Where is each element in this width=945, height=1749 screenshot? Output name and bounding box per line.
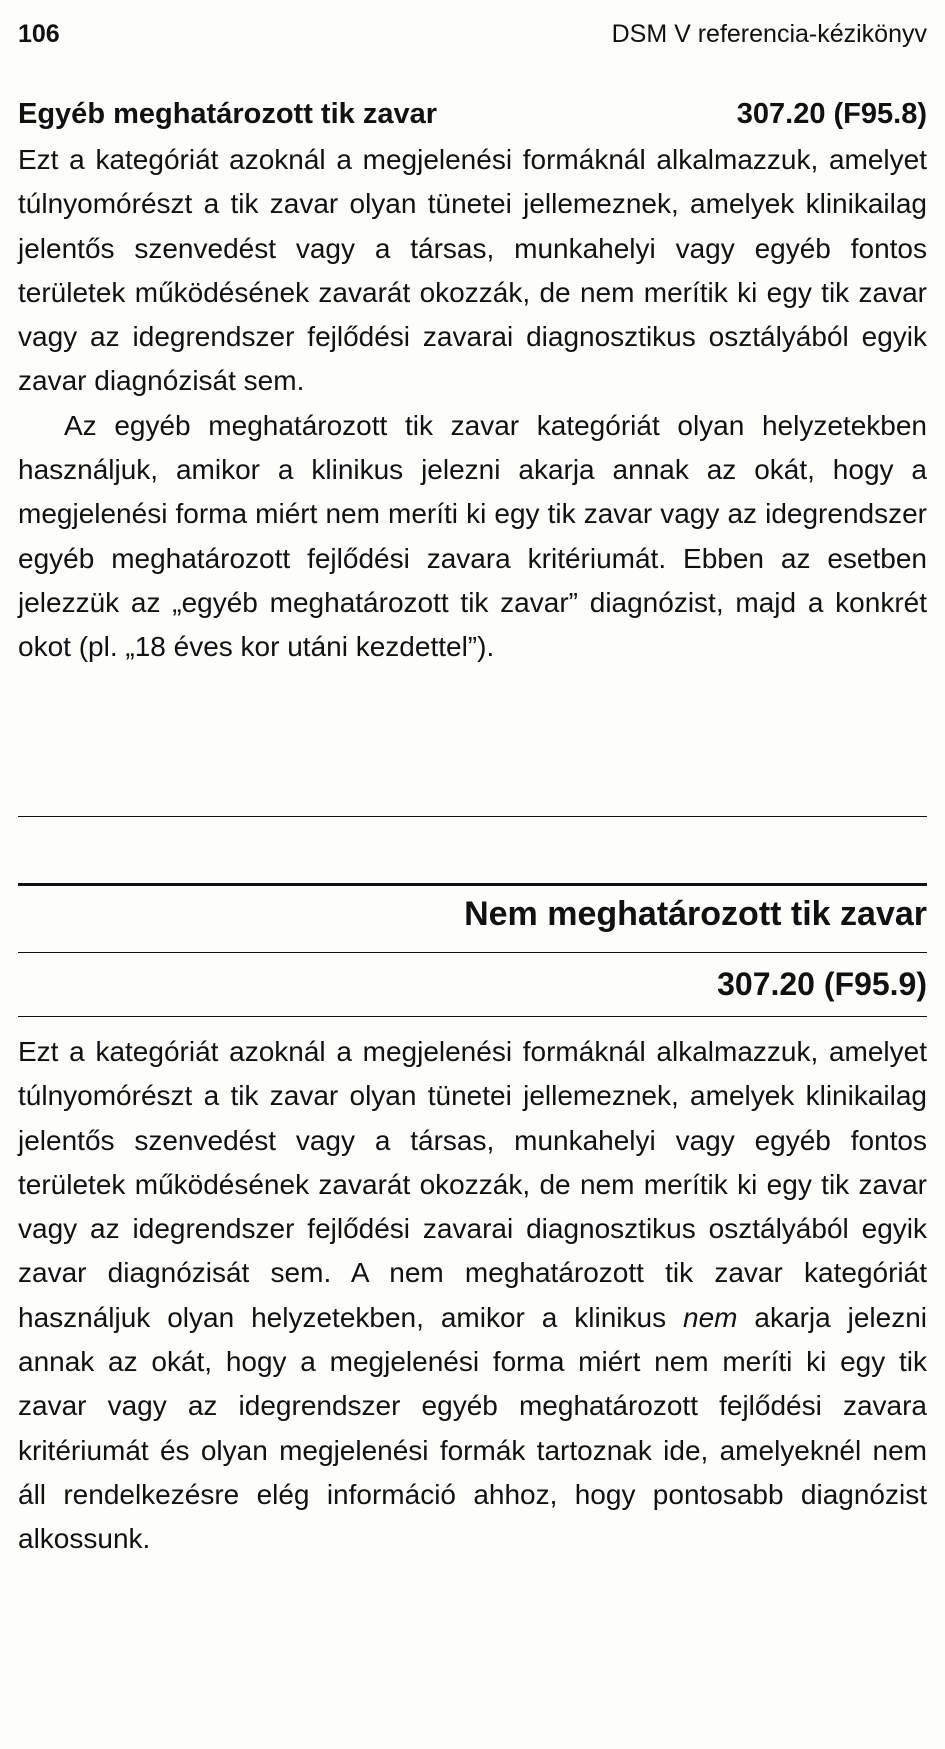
page-number: 106 [18,20,60,48]
emphasis-text: nem [683,1301,738,1333]
section-body-unspecified [18,1030,927,1562]
paragraph [18,1030,927,1562]
section-title-unspecified: Nem meghatározott tik zavar [464,895,927,933]
page-header [18,20,927,52]
diagnosis-code: 307.20 (F95.8) [736,98,927,130]
section-title: Egyéb meghatározott tik zavar [18,98,437,130]
paragraph: Ezt a kategóriát azoknál a megjelenési formáknál alkalmazzuk, amelyet túlnyomórészt a tik zavar olyan tünetei jellemeznek, amelyek klinikailag jelentős szenvedést vagy a társas, munkahelyi vagy egyéb fontos területek működésének zavarát okozzák, de nem merítik ki egy tik zavar vagy az idegrendszer fejlődési zavarai diagnosztikus osztályából egyik zavar diagnózisát sem. [18,144,927,397]
heading-rule-middle [18,952,927,953]
diagnosis-code-unspecified: 307.20 (F95.9) [717,966,927,1002]
paragraph-text: Ezt a kategóriát azoknál a megjelenési formáknál alkalmazzuk, amelyet túlnyomórészt a tik zavar olyan tünetei jellemeznek, amelyek klinikailag jelentős szenvedést vagy a társas, munkahelyi vagy egyéb fontos területek működésének zavarát okozzák, de nem merítik ki egy tik zavar vagy az idegrendszer fejlődési zavarai diagnosztikus osztályából egyik zavar diagnózisát sem. A nem meghatározott tik zavar kategóriát használjuk olyan helyzetekben, amikor a klinikus [18,1036,927,1333]
running-title: DSM V referencia-kézikönyv [611,20,927,48]
section-body-other-specified [18,138,927,670]
section-heading-other-specified [18,98,927,136]
heading-rule-top [18,883,927,886]
heading-rule-bottom [18,1016,927,1017]
paragraph: Az egyéb meghatározott tik zavar kategóriát olyan helyzetekben használjuk, amikor a klinikus jelezni akarja annak az okát, hogy a megjelenési forma miért nem meríti ki egy tik zavar vagy az idegrendszer egyéb meghatározott fejlődési zavara kritériumát. Ebben az esetben jelezzük az „egyéb meghatározott tik zavar” diagnózist, majd a konkrét okot (pl. „18 éves kor utáni kezdettel”). [18,409,927,663]
section-divider [18,816,927,817]
paragraph-text: akarja jelezni annak az okát, hogy a megjelenési forma miért nem meríti ki egy tik zavar vagy az idegrendszer egyéb meghatározott fejlődési zavara kritériumát és olyan megjelenési formák tartoznak ide, amelyeknél nem áll rendelkezésre elég információ ahhoz, hogy pontosabb diagnózist alkossunk. [18,1301,928,1555]
